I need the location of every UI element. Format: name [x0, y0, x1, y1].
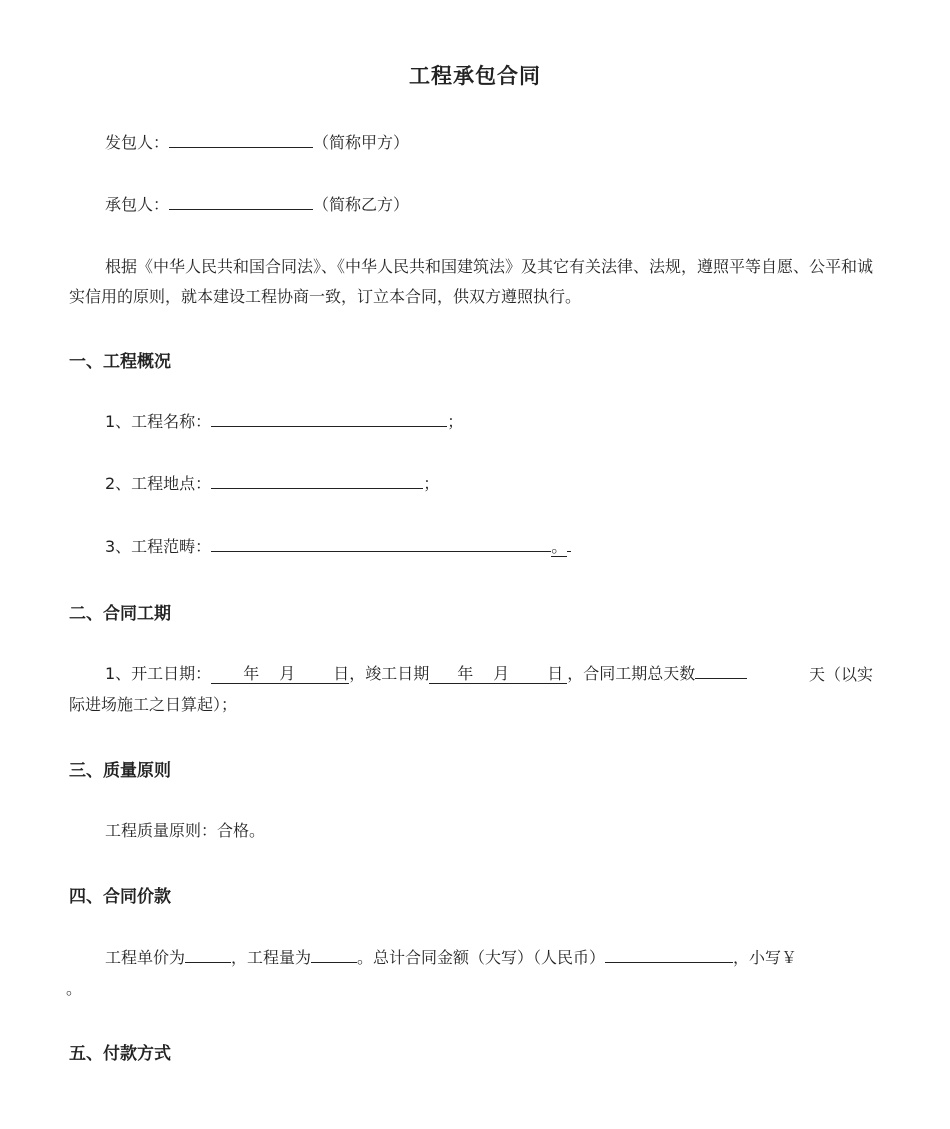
- start-date-label: 1、开工日期：: [105, 664, 212, 683]
- document-title: 工程承包合同: [409, 64, 541, 88]
- quantity-label: ，工程量为: [231, 948, 312, 967]
- unit-price-blank[interactable]: [185, 946, 231, 963]
- employer-blank[interactable]: [169, 131, 313, 148]
- price-line-end: 。: [66, 979, 83, 998]
- finish-day: 日: [547, 664, 564, 683]
- start-year: 年: [243, 664, 260, 683]
- quality-standard-text: 工程质量原则：合格。: [105, 821, 266, 840]
- contractor-note: （简称乙方）: [313, 195, 410, 214]
- project-location-blank[interactable]: [211, 472, 423, 489]
- project-location-end: ；: [423, 474, 440, 493]
- section-heading-project-overview: 一、工程概况: [69, 352, 171, 372]
- period-line-wrap: [69, 660, 881, 720]
- contractor-blank[interactable]: [169, 193, 313, 210]
- finish-year: 年: [457, 664, 474, 683]
- section-heading-contract-period: 二、合同工期: [69, 604, 171, 624]
- period-tail-text: 天（以实际进场施工之日算起）；: [69, 665, 874, 714]
- unit-price-label: 工程单价为: [105, 948, 186, 967]
- contractor-label: 承包人：: [105, 195, 170, 214]
- contractor-line: [105, 193, 409, 216]
- project-name-blank[interactable]: [211, 410, 447, 427]
- employer-note: （简称甲方）: [313, 133, 410, 152]
- total-amount-label: 。总计合同金额（大写）（人民币）: [357, 948, 606, 967]
- project-scope-tail: [567, 535, 571, 552]
- project-scope-end: 。: [551, 537, 568, 556]
- project-scope-label: 3、工程范畴：: [105, 537, 212, 556]
- total-amount-blank[interactable]: [605, 946, 733, 963]
- quantity-blank[interactable]: [311, 946, 357, 963]
- price-line: [105, 946, 797, 969]
- project-scope-blank[interactable]: [211, 535, 551, 552]
- project-location-label: 2、工程地点：: [105, 474, 212, 493]
- section-heading-contract-price: 四、合同价款: [69, 887, 171, 907]
- finish-month: 月: [493, 664, 510, 683]
- preamble-paragraph: 根据《中华人民共和国合同法》、《中华人民共和国建筑法》及其它有关法律、法规，遵照平等自愿、公平和诚实信用的原则，就本建设工程协商一致，订立本合同，供双方遵照执行。: [69, 257, 874, 306]
- project-location-line: [105, 472, 439, 495]
- project-name-line: [105, 410, 463, 433]
- total-days-label: ，合同工期总天数: [567, 664, 696, 683]
- small-amount-label: ，小写￥: [733, 948, 798, 967]
- finish-date-label: ，竣工日期: [349, 664, 430, 683]
- employer-label: 发包人：: [105, 133, 170, 152]
- project-name-label: 1、工程名称：: [105, 412, 212, 431]
- section-heading-payment-method: 五、付款方式: [69, 1044, 171, 1064]
- start-month: 月: [279, 664, 296, 683]
- employer-line: [105, 131, 409, 154]
- start-day: 日: [333, 664, 350, 683]
- project-scope-line: [105, 535, 571, 558]
- section-heading-quality-standard: 三、质量原则: [69, 761, 171, 781]
- project-name-end: ；: [447, 412, 464, 431]
